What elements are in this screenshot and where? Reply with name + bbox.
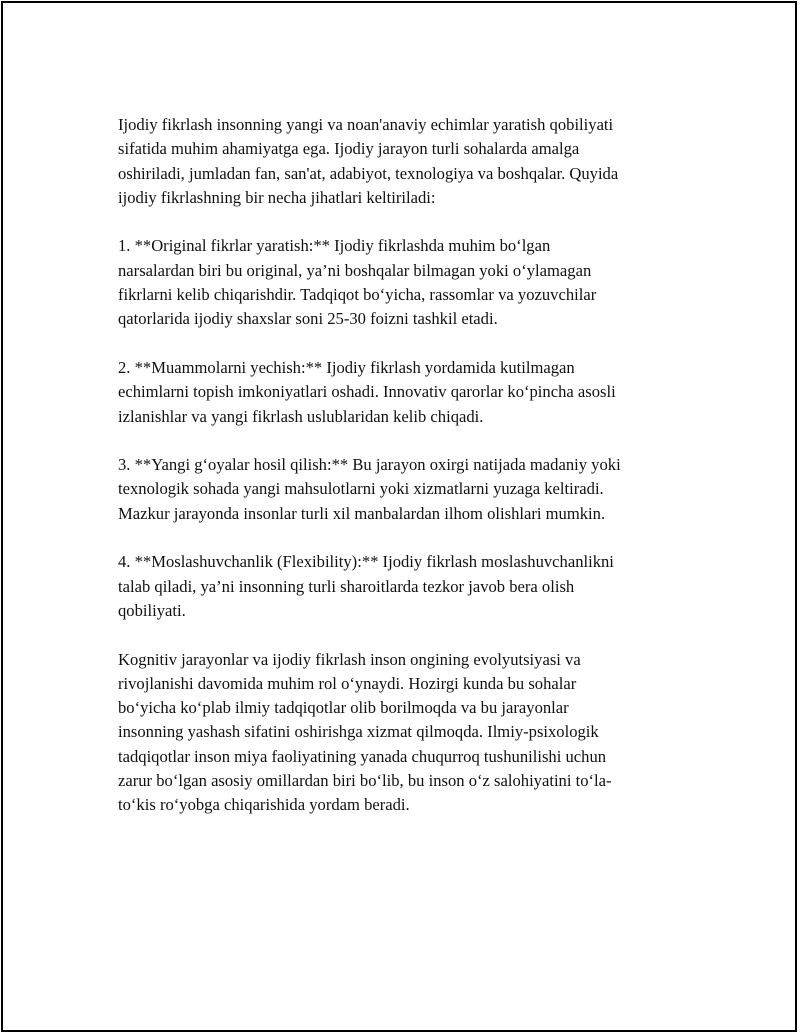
text-line: rivojlanishi davomida muhim rol o‘ynaydi. Hozirgi kunda bu sohalar [118, 673, 577, 693]
text-line: 4. **Moslashuvchanlik (Flexibility):** Ijodiy fikrlash moslashuvchanlikni [118, 552, 614, 572]
text-line: 3. **Yangi g‘oyalar hosil qilish:** Bu jarayon oxirgi natijada madaniy yoki [118, 455, 621, 475]
text-line: talab qiladi, ya’ni insonning turli sharoitlarda tezkor javob bera olish [118, 576, 575, 596]
text-line: 2. **Muammolarni yechish:** Ijodiy fikrlash yordamida kutilmagan [118, 357, 575, 377]
text-line: fikrlarni kelib chiqarishdir. Tadqiqot bo‘yicha, rassomlar va yozuvchilar [118, 285, 597, 305]
text-line: bo‘yicha ko‘plab ilmiy tadqiqotlar olib borilmoqda va bu jarayonlar [118, 698, 569, 718]
text-line: Mazkur jarayonda insonlar turli xil manbalardan ilhom olishlari mumkin. [118, 503, 606, 523]
text-line: texnologik sohada yangi mahsulotlarni yoki xizmatlarni yuzaga keltiradi. [118, 479, 604, 499]
text-line: zarur bo‘lgan asosiy omillardan biri bo‘lib, bu inson o‘z salohiyatini to‘la- [118, 771, 612, 791]
paragraph [118, 453, 678, 526]
text-line: 1. **Original fikrlar yaratish:** Ijodiy fikrlashda muhim bo‘lgan [118, 236, 551, 256]
paragraph [118, 648, 678, 818]
paragraph [118, 550, 678, 623]
paragraph [118, 356, 678, 429]
text-line: echimlarni topish imkoniyatlari oshadi. Innovativ qarorlar ko‘pincha asosli [118, 382, 616, 402]
text-line: Ijodiy fikrlash insonning yangi va noan'anaviy echimlar yaratish qobiliyati [118, 115, 614, 134]
text-line: qobiliyati. [118, 600, 186, 620]
text-line: qatorlarida ijodiy shaxslar soni 25-30 foizni tashkil etadi. [118, 309, 498, 329]
document-body [118, 113, 678, 842]
text-line: izlanishlar va yangi fikrlash uslublaridan kelib chiqadi. [118, 406, 484, 426]
text-line: ijodiy fikrlashning bir necha jihatlari keltiriladi: [118, 187, 436, 207]
text-line: tadqiqotlar inson miya faoliyatining yanada chuqurroq tushunilishi uchun [118, 746, 607, 766]
text-line: Kognitiv jarayonlar va ijodiy fikrlash inson ongining evolyutsiyasi va [118, 649, 581, 669]
paragraph [118, 234, 678, 331]
text-line: narsalardan biri bu original, ya’ni boshqalar bilmagan yoki o‘ylamagan [118, 260, 592, 280]
text-line: oshiriladi, jumladan fan, san'at, adabiyot, texnologiya va boshqalar. Quyida [118, 163, 619, 183]
paragraph [118, 113, 678, 210]
text-line: sifatida muhim ahamiyatga ega. Ijodiy jarayon turli sohalarda amalga [118, 139, 580, 159]
text-line: to‘kis ro‘yobga chiqarishida yordam beradi. [118, 795, 410, 815]
text-line: insonning yashash sifatini oshirishga xizmat qilmoqda. Ilmiy-psixologik [118, 722, 599, 742]
